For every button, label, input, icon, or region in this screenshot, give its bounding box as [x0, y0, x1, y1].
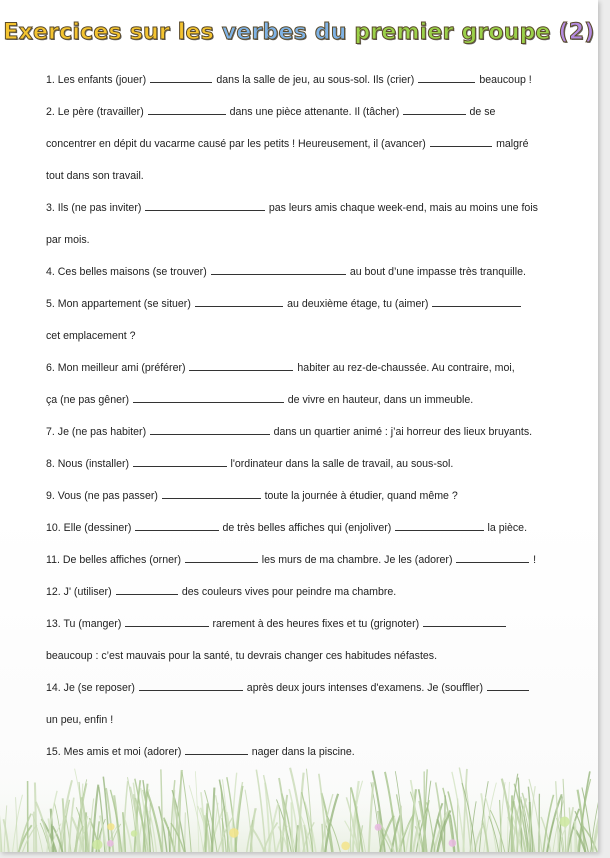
exercise-text: ça (ne pas gêner): [46, 394, 132, 406]
exercise-item: [46, 288, 562, 352]
title-word: les: [177, 20, 214, 45]
exercise-text: cet emplacement ?: [46, 330, 136, 342]
title-word: verbes: [221, 20, 307, 45]
exercise-line: [46, 544, 562, 576]
answer-blank[interactable]: [139, 679, 243, 691]
exercise-text: 3. Ils (ne pas inviter): [46, 202, 145, 214]
exercise-text: un peu, enfin !: [46, 714, 114, 726]
title-word: sur: [129, 20, 170, 45]
exercise-text: les murs de ma chambre. Je les (adorer): [258, 554, 456, 566]
exercise-line: [46, 64, 562, 96]
exercise-item: [46, 672, 562, 736]
exercise-item: [46, 416, 562, 448]
exercise-line: [46, 512, 562, 544]
exercise-text: 10. Elle (dessiner): [46, 522, 135, 534]
exercise-item: [46, 448, 562, 480]
exercise-line: [46, 704, 562, 736]
exercise-text: beaucoup : c’est mauvais pour la santé, tu devrais changer ces habitudes néfastes.: [46, 650, 438, 662]
exercise-text: beaucoup !: [476, 74, 532, 86]
exercise-item: [46, 96, 562, 192]
flower-decoration: [131, 830, 138, 837]
exercise-text: au deuxième étage, tu (aimer): [284, 298, 432, 310]
exercise-text: 2. Le père (travailler): [46, 106, 147, 118]
answer-blank[interactable]: [195, 295, 283, 307]
exercise-text: 12. J' (utiliser): [46, 586, 115, 598]
answer-blank[interactable]: [125, 615, 208, 627]
title-word: du: [314, 20, 347, 45]
exercise-item: [46, 192, 562, 256]
exercise-line: [46, 96, 562, 128]
exercise-text: 6. Mon meilleur ami (préférer): [46, 362, 189, 374]
exercise-text: habiter au rez-de-chaussée. Au contraire, moi,: [294, 362, 515, 374]
flower-decoration: [449, 839, 457, 847]
title-word: Exercices: [3, 20, 122, 45]
flower-decoration: [341, 842, 350, 851]
exercise-text: des couleurs vives pour peindre ma chambre.: [178, 586, 397, 598]
exercise-text: nager dans la piscine.: [248, 746, 355, 758]
flower-decoration: [107, 840, 114, 847]
exercise-text: de se: [466, 106, 496, 118]
flower-decoration: [107, 823, 114, 830]
answer-blank[interactable]: [430, 135, 492, 147]
exercise-text: malgré: [493, 138, 529, 150]
exercise-text: 7. Je (ne pas habiter): [46, 426, 150, 438]
answer-blank[interactable]: [189, 359, 293, 371]
exercise-line: [46, 352, 562, 384]
answer-blank[interactable]: [133, 455, 227, 467]
exercise-item: [46, 544, 562, 576]
answer-blank[interactable]: [148, 103, 226, 115]
exercise-text: de très belles affiches qui (enjoliver): [219, 522, 395, 534]
exercise-item: [46, 256, 562, 288]
answer-blank[interactable]: [456, 551, 529, 563]
exercise-text: tout dans son travail.: [46, 170, 144, 182]
flower-decoration: [560, 817, 570, 827]
exercise-line: [46, 288, 562, 320]
grass-blade: [400, 806, 401, 852]
worksheet-title: [0, 20, 598, 45]
answer-blank[interactable]: [133, 391, 284, 403]
flower-decoration: [92, 840, 102, 850]
answer-blank[interactable]: [403, 103, 465, 115]
answer-blank[interactable]: [418, 71, 475, 83]
exercise-text: l'ordinateur dans la salle de travail, au sous-sol.: [227, 458, 454, 470]
exercise-text: 14. Je (se reposer): [46, 682, 138, 694]
exercise-line: [46, 384, 562, 416]
exercise-text: après deux jours intenses d'examens. Je (souffler): [243, 682, 486, 694]
exercise-text: 5. Mon appartement (se situer): [46, 298, 194, 310]
exercise-text: dans la salle de jeu, au sous-sol. Ils (crier): [213, 74, 418, 86]
exercise-text: la pièce.: [484, 522, 528, 534]
exercise-item: [46, 512, 562, 544]
answer-blank[interactable]: [395, 519, 483, 531]
title-word: premier: [354, 20, 454, 45]
answer-blank[interactable]: [487, 679, 529, 691]
exercise-line: [46, 448, 562, 480]
answer-blank[interactable]: [432, 295, 520, 307]
exercise-line: [46, 256, 562, 288]
exercise-line: [46, 128, 562, 160]
exercise-item: [46, 608, 562, 672]
exercise-text: au bout d’une impasse très tranquille.: [346, 266, 526, 278]
exercise-item: [46, 64, 562, 96]
title-word: groupe: [461, 20, 551, 45]
exercise-text: 11. De belles affiches (orner): [46, 554, 184, 566]
exercise-line: [46, 480, 562, 512]
exercise-text: dans une pièce attenante. Il (tâcher): [226, 106, 403, 118]
exercise-text: concentrer en dépit du vacarme causé par les petits ! Heureusement, il (avancer): [46, 138, 429, 150]
exercise-line: [46, 672, 562, 704]
exercise-item: [46, 480, 562, 512]
exercise-line: [46, 576, 562, 608]
answer-blank[interactable]: [145, 199, 265, 211]
exercise-line: [46, 640, 562, 672]
exercise-text: toute la journée à étudier, quand même ?: [261, 490, 458, 502]
exercise-text: 4. Ces belles maisons (se trouver): [46, 266, 210, 278]
answer-blank[interactable]: [135, 519, 218, 531]
exercise-line: [46, 192, 562, 224]
exercise-text: 13. Tu (manger): [46, 618, 125, 630]
exercise-text: 8. Nous (installer): [46, 458, 132, 470]
grass-decoration: [0, 762, 598, 852]
exercise-text: par mois.: [46, 234, 90, 246]
answer-blank[interactable]: [150, 423, 270, 435]
exercise-item: [46, 576, 562, 608]
exercise-item: [46, 352, 562, 416]
answer-blank[interactable]: [162, 487, 261, 499]
answer-blank[interactable]: [116, 583, 178, 595]
exercise-line: [46, 608, 562, 640]
exercise-text: !: [530, 554, 537, 566]
answer-blank[interactable]: [185, 743, 247, 755]
exercise-list: [46, 64, 562, 768]
answer-blank[interactable]: [423, 615, 506, 627]
exercise-line: [46, 160, 562, 192]
exercise-text: de vivre en hauteur, dans un immeuble.: [284, 394, 474, 406]
answer-blank[interactable]: [150, 71, 212, 83]
exercise-text: 1. Les enfants (jouer): [46, 74, 150, 86]
exercise-text: pas leurs amis chaque week-end, mais au moins une fois: [265, 202, 538, 214]
answer-blank[interactable]: [211, 263, 346, 275]
exercise-text: 15. Mes amis et moi (adorer): [46, 746, 185, 758]
title-word: (2): [558, 20, 595, 45]
exercise-line: [46, 224, 562, 256]
flower-decoration: [375, 824, 382, 831]
exercise-text: 9. Vous (ne pas passer): [46, 490, 161, 502]
exercise-text: rarement à des heures fixes et tu (grignoter): [209, 618, 423, 630]
grass-blade: [291, 802, 292, 852]
flower-decoration: [229, 828, 239, 838]
exercise-line: [46, 416, 562, 448]
grass-blade: [35, 783, 36, 852]
answer-blank[interactable]: [185, 551, 258, 563]
exercise-text: dans un quartier animé : j’ai horreur des lieux bruyants.: [270, 426, 533, 438]
exercise-line: [46, 320, 562, 352]
